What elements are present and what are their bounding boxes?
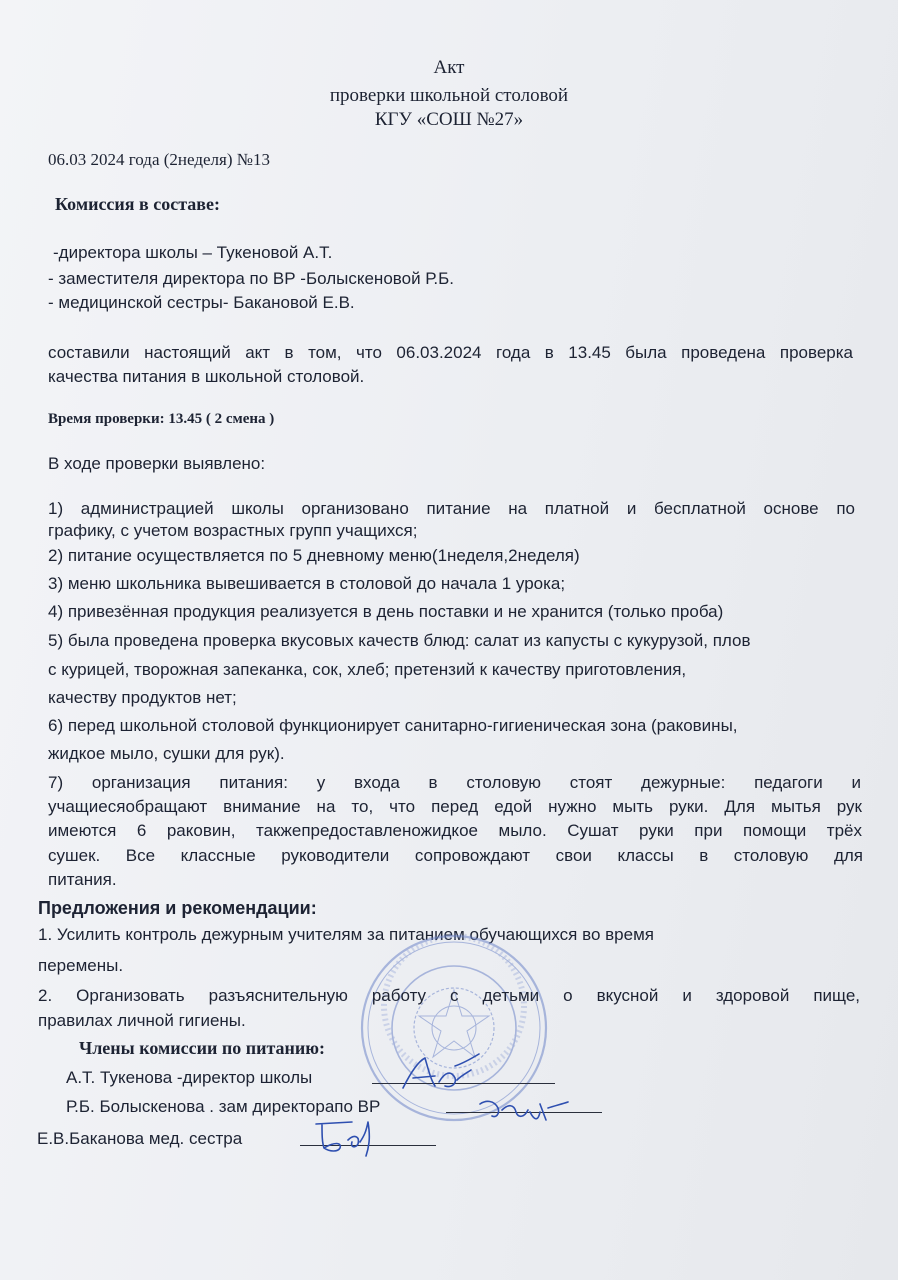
finding-line: жидкое мыло, сушки для рук). <box>48 744 285 763</box>
date-line: 06.03 2024 года (2неделя) №13 <box>48 150 270 169</box>
document-title: Акт <box>433 57 465 78</box>
finding-line: 7) организация питания: у входа в столовую стоят дежурные: педагоги и <box>48 773 861 792</box>
recommendation-line: 2. Организовать разъяснительную работу с детьми о вкусной и здоровой пище, <box>38 986 860 1005</box>
finding-line: с курицей, творожная запеканка, сок, хлеб; претензий к качеству приготовления, <box>48 660 687 679</box>
commission-member: -директора школы – Тукеновой А.Т. <box>53 243 333 262</box>
commission-heading: Комиссия в составе: <box>55 194 220 214</box>
signature-row: Е.В.Баканова мед. сестра <box>37 1129 243 1148</box>
finding-line: 2) питание осуществляется по 5 дневному меню(1неделя,2неделя) <box>48 546 580 565</box>
finding-line: 4) привезённая продукция реализуется в день поставки и не хранится (только проба) <box>48 602 724 621</box>
finding-line: 3) меню школьника вывешивается в столовой до начала 1 урока; <box>48 574 566 593</box>
signature-row: Р.Б. Болыскенова . зам директорапо ВР <box>66 1097 381 1116</box>
finding-line: 1) администрацией школы организовано питание на платной и бесплатной основе по <box>48 499 855 518</box>
finding-line: сушек. Все классные руководители сопровождают свои классы в столовую для <box>48 846 863 865</box>
intro-line: составили настоящий акт в том, что 06.03.2024 года в 13.45 была проведена проверка <box>48 343 853 362</box>
recommendations-heading: Предложения и рекомендации: <box>38 898 317 918</box>
check-time: Время проверки: 13.45 ( 2 смена ) <box>48 411 275 427</box>
commission-member: - медицинской сестры- Бакановой Е.В. <box>48 293 355 312</box>
handwritten-signature-icon <box>395 1048 485 1098</box>
intro-line: качества питания в школьной столовой. <box>48 367 365 386</box>
handwritten-signature-icon <box>308 1114 392 1158</box>
signature-row: А.Т. Тукенова -директор школы <box>66 1068 313 1087</box>
finding-line: имеются 6 раковин, такжепредоставленожидкое мыло. Сушат руки при помощи трёх <box>48 821 862 840</box>
recommendation-line: перемены. <box>38 956 124 975</box>
document-subtitle: проверки школьной столовой <box>329 85 569 106</box>
recommendation-line: правилах личной гигиены. <box>38 1011 246 1030</box>
finding-line: графику, с учетом возрастных групп учащихся; <box>48 521 418 540</box>
handwritten-signature-icon <box>474 1090 570 1126</box>
finding-line: учащиесяобращают внимание на то, что перед едой нужно мыть руки. Для мытья рук <box>48 797 862 816</box>
findings-heading: В ходе проверки выявлено: <box>48 454 266 473</box>
commission-member: - заместителя директора по ВР -Болыскеновой Р.Б. <box>48 269 455 288</box>
finding-line: 5) была проведена проверка вкусовых качеств блюд: салат из капусты с кукурузой, плов <box>48 631 751 650</box>
finding-line: 6) перед школьной столовой функционирует санитарно-гигиеническая зона (раковины, <box>48 716 738 735</box>
organization-name: КГУ «СОШ №27» <box>374 109 524 130</box>
signatures-heading: Члены комиссии по питанию: <box>79 1038 326 1058</box>
finding-line: качеству продуктов нет; <box>48 688 237 707</box>
finding-line: питания. <box>48 870 117 889</box>
recommendation-line: 1. Усилить контроль дежурным учителям за питанием обучающихся во время <box>38 925 654 944</box>
